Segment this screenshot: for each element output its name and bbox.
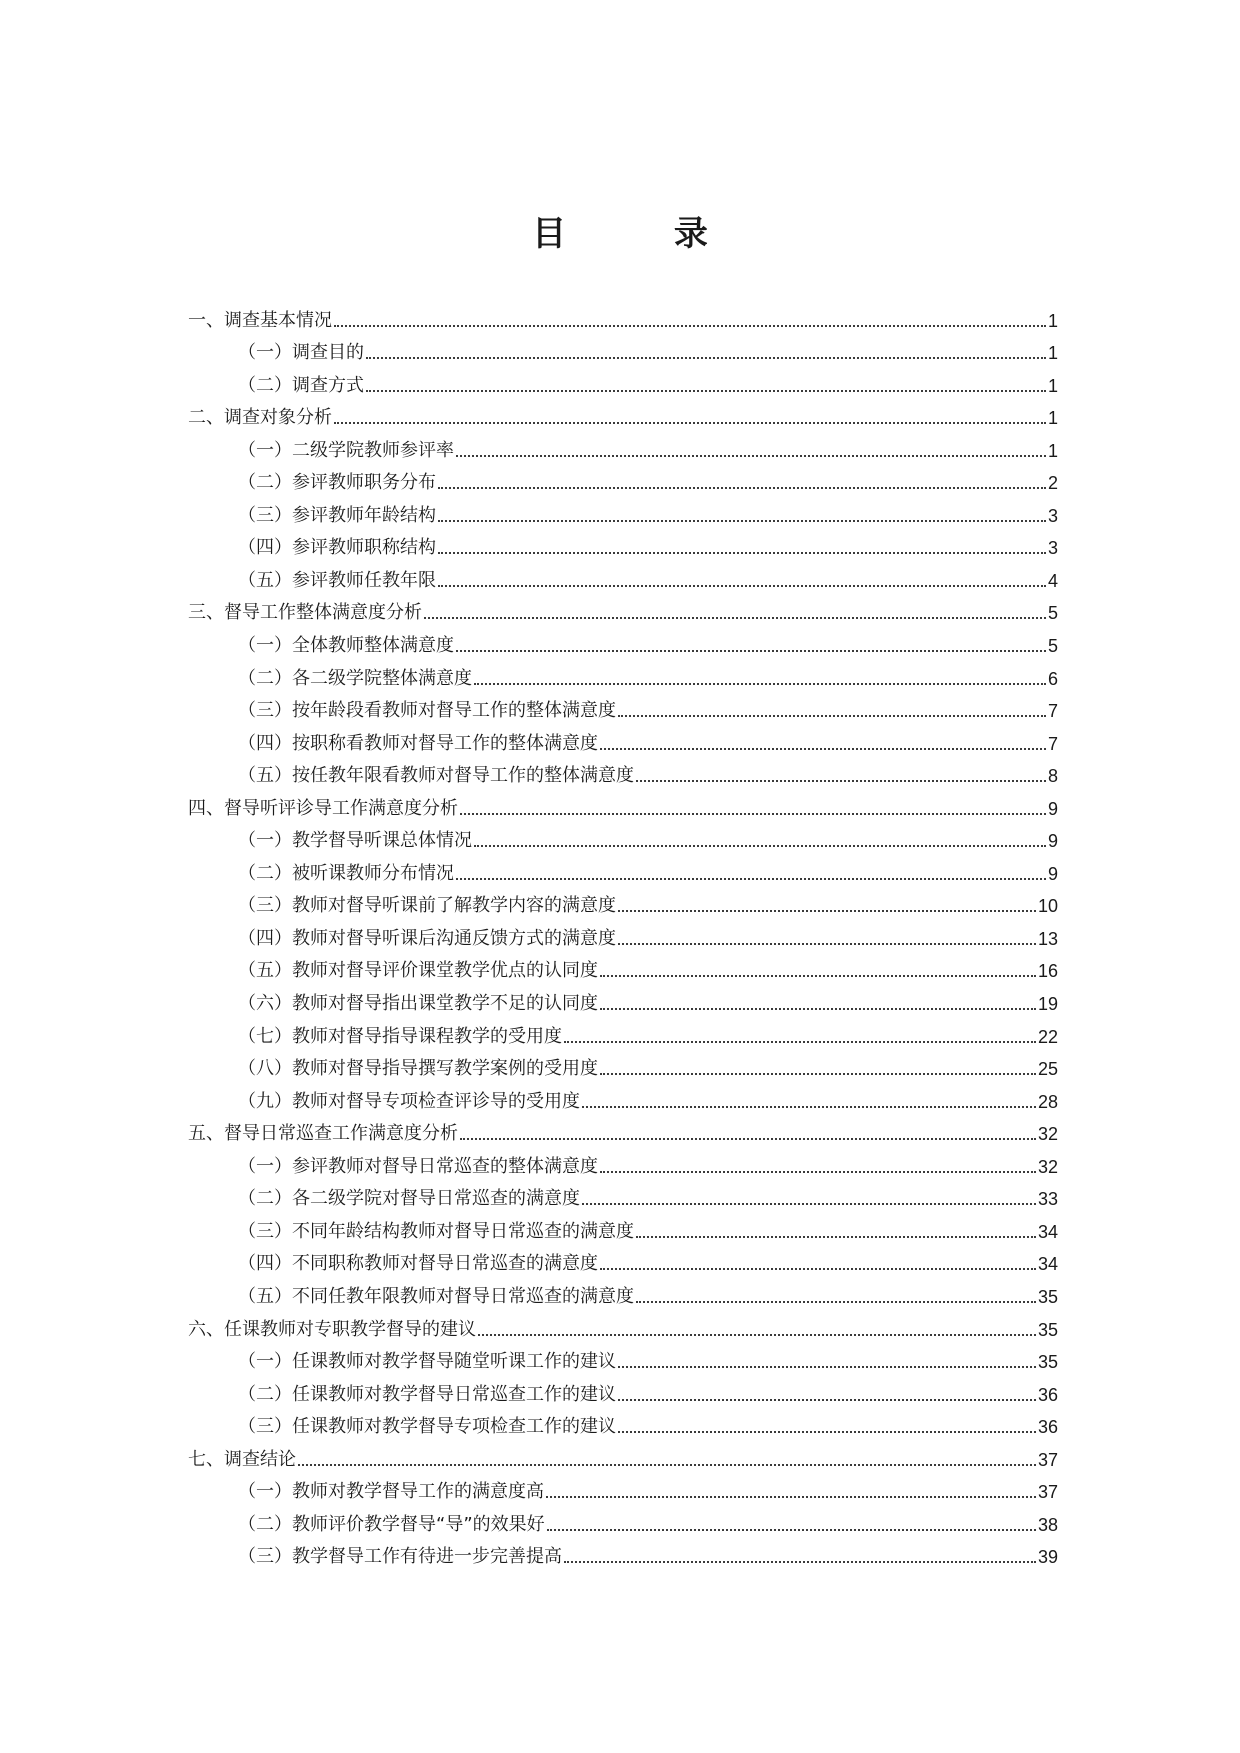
toc-subsection-entry [188, 691, 1058, 724]
toc-dot-leader [564, 1561, 1036, 1563]
toc-dot-leader [366, 390, 1046, 392]
toc-entry-label: （四）教师对督导听课后沟通反馈方式的满意度 [238, 927, 616, 949]
toc-dot-leader [438, 552, 1046, 554]
toc-entry-label: （五）不同任教年限教师对督导日常巡查的满意度 [238, 1285, 634, 1307]
toc-dot-leader [424, 617, 1046, 619]
toc-subsection-entry [188, 463, 1058, 496]
toc-section-entry [188, 788, 1058, 821]
toc-page-number: 28 [1037, 1091, 1058, 1112]
toc-page-number: 22 [1037, 1026, 1058, 1047]
toc-entry-label: （五）教师对督导评价课堂教学优点的认同度 [238, 960, 598, 982]
toc-dot-leader [600, 748, 1046, 750]
toc-subsection-entry [188, 918, 1058, 951]
toc-dot-leader [334, 325, 1046, 327]
toc-section-entry [188, 300, 1058, 333]
toc-page-number: 36 [1037, 1417, 1058, 1438]
toc-page-number: 39 [1037, 1547, 1058, 1568]
toc-dot-leader [636, 1301, 1036, 1303]
toc-subsection-entry [188, 1244, 1058, 1277]
toc-dot-leader [460, 813, 1046, 815]
toc-section-entry [188, 1309, 1058, 1342]
toc-dot-leader [600, 1268, 1036, 1270]
toc-subsection-entry [188, 1374, 1058, 1407]
toc-subsection-entry [188, 1537, 1058, 1570]
toc-subsection-entry [188, 951, 1058, 984]
toc-subsection-entry [188, 365, 1058, 398]
toc-entry-label: （一）教学督导听课总体情况 [238, 830, 472, 852]
toc-dot-leader [618, 1399, 1036, 1401]
toc-page-number: 32 [1037, 1124, 1058, 1145]
toc-dot-leader [600, 1171, 1036, 1173]
toc-subsection-entry [188, 1146, 1058, 1179]
toc-dot-leader [334, 422, 1046, 424]
toc-entry-label: （三）按年龄段看教师对督导工作的整体满意度 [238, 700, 616, 722]
toc-subsection-entry [188, 1407, 1058, 1440]
toc-entry-label: （二）教师评价教学督导“导”的效果好 [238, 1513, 545, 1535]
toc-subsection-entry [188, 821, 1058, 854]
toc-section-entry [188, 398, 1058, 431]
toc-subsection-entry [188, 886, 1058, 919]
table-of-contents [188, 300, 1058, 1569]
toc-entry-label: （九）教师对督导专项检查评诊导的受用度 [238, 1090, 580, 1112]
toc-dot-leader [438, 585, 1046, 587]
toc-subsection-entry [188, 756, 1058, 789]
toc-entry-label: （三）参评教师年龄结构 [238, 504, 436, 526]
toc-page-number: 35 [1037, 1286, 1058, 1307]
toc-entry-label: （八）教师对督导指导撰写教学案例的受用度 [238, 1058, 598, 1080]
toc-dot-leader [600, 1008, 1036, 1010]
toc-page-number: 3 [1047, 505, 1058, 526]
toc-page-number: 5 [1047, 636, 1058, 657]
toc-subsection-entry [188, 1016, 1058, 1049]
toc-entry-label: （二）各二级学院整体满意度 [238, 667, 472, 689]
toc-dot-leader [600, 1073, 1036, 1075]
toc-subsection-entry [188, 560, 1058, 593]
toc-entry-label: 四、督导听评诊导工作满意度分析 [188, 797, 458, 819]
toc-subsection-entry [188, 495, 1058, 528]
toc-page-number: 1 [1047, 375, 1058, 396]
toc-entry-label: （三）不同年龄结构教师对督导日常巡查的满意度 [238, 1220, 634, 1242]
toc-page-number: 4 [1047, 570, 1058, 591]
toc-subsection-entry [188, 983, 1058, 1016]
toc-dot-leader [618, 943, 1036, 945]
toc-entry-label: （二）参评教师职务分布 [238, 472, 436, 494]
toc-entry-label: 三、督导工作整体满意度分析 [188, 602, 422, 624]
toc-dot-leader [438, 487, 1046, 489]
toc-page-number: 25 [1037, 1059, 1058, 1080]
toc-entry-label: （四）参评教师职称结构 [238, 537, 436, 559]
toc-page-number: 6 [1047, 668, 1058, 689]
toc-entry-label: 七、调查结论 [188, 1448, 296, 1470]
toc-dot-leader [456, 455, 1046, 457]
toc-entry-label: 五、督导日常巡查工作满意度分析 [188, 1123, 458, 1145]
toc-subsection-entry [188, 1276, 1058, 1309]
toc-entry-label: （三）任课教师对教学督导专项检查工作的建议 [238, 1416, 616, 1438]
toc-page-number: 3 [1047, 538, 1058, 559]
toc-dot-leader [438, 520, 1046, 522]
toc-subsection-entry [188, 1472, 1058, 1505]
toc-dot-leader [582, 1203, 1036, 1205]
toc-page-number: 13 [1037, 928, 1058, 949]
toc-dot-leader [547, 1529, 1036, 1531]
toc-section-entry [188, 1114, 1058, 1147]
toc-entry-label: （一）调查目的 [238, 342, 364, 364]
toc-subsection-entry [188, 853, 1058, 886]
page-title: 目 录 [532, 214, 756, 254]
toc-entry-label: （一）全体教师整体满意度 [238, 635, 454, 657]
toc-page-number: 35 [1037, 1319, 1058, 1340]
toc-page-number: 8 [1047, 766, 1058, 787]
toc-entry-label: （一）二级学院教师参评率 [238, 439, 454, 461]
toc-entry-label: 六、任课教师对专职教学督导的建议 [188, 1318, 476, 1340]
toc-subsection-entry [188, 1049, 1058, 1082]
toc-page-number: 7 [1047, 733, 1058, 754]
toc-entry-label: （二）调查方式 [238, 374, 364, 396]
toc-page-number: 9 [1047, 798, 1058, 819]
toc-entry-label: （四）按职称看教师对督导工作的整体满意度 [238, 732, 598, 754]
toc-subsection-entry [188, 658, 1058, 691]
toc-entry-label: （二）各二级学院对督导日常巡查的满意度 [238, 1188, 580, 1210]
toc-dot-leader [600, 975, 1036, 977]
toc-section-entry [188, 593, 1058, 626]
toc-subsection-entry [188, 430, 1058, 463]
toc-entry-label: （七）教师对督导指导课程教学的受用度 [238, 1025, 562, 1047]
toc-dot-leader [546, 1496, 1036, 1498]
toc-page-number: 35 [1037, 1352, 1058, 1373]
toc-dot-leader [474, 845, 1046, 847]
toc-dot-leader [474, 683, 1046, 685]
toc-page-number: 9 [1047, 863, 1058, 884]
toc-entry-label: （五）按任教年限看教师对督导工作的整体满意度 [238, 765, 634, 787]
toc-dot-leader [636, 780, 1046, 782]
toc-page-number: 34 [1037, 1254, 1058, 1275]
toc-page-number: 1 [1047, 440, 1058, 461]
toc-dot-leader [636, 1236, 1036, 1238]
toc-page-number: 9 [1047, 831, 1058, 852]
toc-dot-leader [618, 910, 1036, 912]
toc-entry-label: （二）任课教师对教学督导日常巡查工作的建议 [238, 1383, 616, 1405]
toc-dot-leader [298, 1464, 1036, 1466]
toc-page-number: 32 [1037, 1156, 1058, 1177]
toc-entry-label: 一、调查基本情况 [188, 309, 332, 331]
toc-subsection-entry [188, 333, 1058, 366]
toc-subsection-entry [188, 1342, 1058, 1375]
toc-subsection-entry [188, 723, 1058, 756]
toc-page-number: 1 [1047, 408, 1058, 429]
toc-page-number: 37 [1037, 1482, 1058, 1503]
toc-entry-label: 二、调查对象分析 [188, 407, 332, 429]
toc-section-entry [188, 1439, 1058, 1472]
toc-page-number: 7 [1047, 701, 1058, 722]
toc-page-number: 10 [1037, 896, 1058, 917]
toc-page-number: 2 [1047, 473, 1058, 494]
toc-page-number: 1 [1047, 343, 1058, 364]
toc-page-number: 34 [1037, 1221, 1058, 1242]
toc-entry-label: （一）任课教师对教学督导随堂听课工作的建议 [238, 1351, 616, 1373]
toc-dot-leader [478, 1334, 1036, 1336]
toc-page-number: 5 [1047, 603, 1058, 624]
toc-dot-leader [618, 1366, 1036, 1368]
toc-dot-leader [564, 1041, 1036, 1043]
toc-dot-leader [456, 650, 1046, 652]
toc-subsection-entry [188, 625, 1058, 658]
toc-entry-label: （二）被听课教师分布情况 [238, 862, 454, 884]
toc-subsection-entry [188, 1211, 1058, 1244]
toc-page-number: 37 [1037, 1449, 1058, 1470]
toc-entry-label: （三）教师对督导听课前了解教学内容的满意度 [238, 895, 616, 917]
toc-dot-leader [582, 1106, 1036, 1108]
toc-entry-label: （四）不同职称教师对督导日常巡查的满意度 [238, 1253, 598, 1275]
toc-dot-leader [618, 1431, 1036, 1433]
toc-entry-label: （五）参评教师任教年限 [238, 569, 436, 591]
toc-entry-label: （六）教师对督导指出课堂教学不足的认同度 [238, 993, 598, 1015]
toc-subsection-entry [188, 1504, 1058, 1537]
toc-page-number: 33 [1037, 1189, 1058, 1210]
toc-subsection-entry [188, 1179, 1058, 1212]
toc-page-number: 1 [1047, 310, 1058, 331]
toc-subsection-entry [188, 528, 1058, 561]
toc-entry-label: （三）教学督导工作有待进一步完善提高 [238, 1546, 562, 1568]
toc-subsection-entry [188, 1081, 1058, 1114]
toc-entry-label: （一）教师对教学督导工作的满意度高 [238, 1481, 544, 1503]
toc-entry-label: （一）参评教师对督导日常巡查的整体满意度 [238, 1155, 598, 1177]
toc-page-number: 36 [1037, 1384, 1058, 1405]
toc-dot-leader [618, 715, 1046, 717]
toc-dot-leader [456, 878, 1046, 880]
toc-dot-leader [366, 357, 1046, 359]
toc-dot-leader [460, 1138, 1036, 1140]
toc-page-number: 19 [1037, 994, 1058, 1015]
toc-page-number: 38 [1037, 1514, 1058, 1535]
toc-page-number: 16 [1037, 961, 1058, 982]
